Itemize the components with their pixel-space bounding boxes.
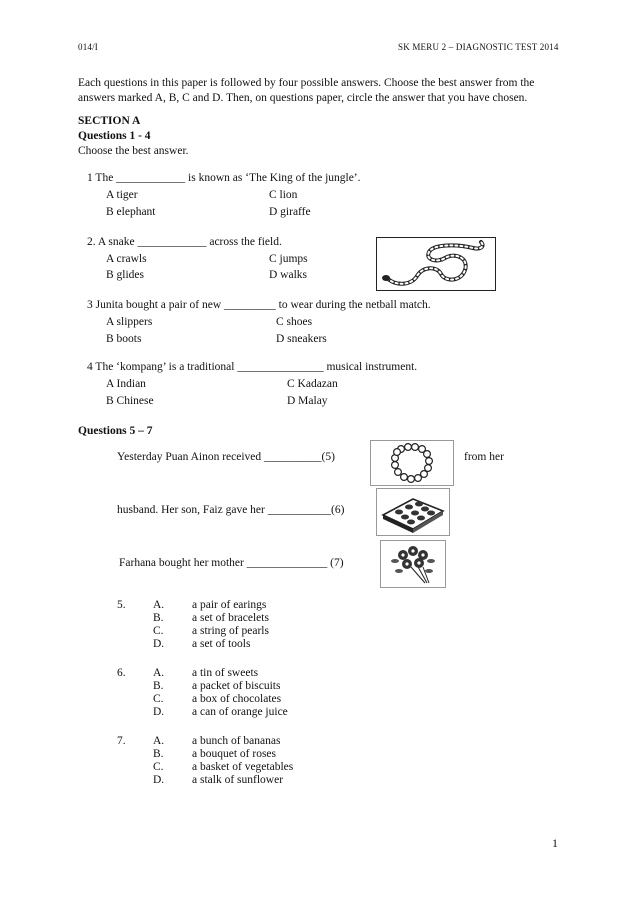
q5-letter-a[interactable]: A. — [153, 599, 165, 611]
q4-option-d[interactable]: D Malay — [287, 395, 328, 407]
q7-option-d[interactable]: a stalk of sunflower — [192, 774, 284, 786]
q2-option-a[interactable]: A crawls — [106, 253, 147, 265]
pearl-necklace-icon — [371, 441, 453, 485]
q5-option-c[interactable]: a string of pearls — [192, 625, 269, 637]
q5-option-a[interactable]: a pair of earings — [192, 599, 267, 611]
q5-option-b[interactable]: a set of bracelets — [192, 612, 269, 624]
q7-letter-a[interactable]: A. — [153, 735, 165, 747]
part2-line-2: husband. Her son, Faiz gave her ___________(6) — [117, 504, 345, 516]
snake-icon — [377, 238, 495, 290]
q2-stem: 2. A snake ____________ across the field. — [87, 236, 282, 248]
q6-letter-d[interactable]: D. — [153, 706, 165, 718]
section-direction: Choose the best answer. — [78, 145, 189, 157]
chocolate-box-picture — [376, 488, 450, 536]
section-subtitle: Questions 1 - 4 — [78, 130, 151, 142]
rose-bouquet-icon — [381, 541, 445, 587]
q6-option-a[interactable]: a tin of sweets — [192, 667, 259, 679]
q5-letter-c[interactable]: C. — [153, 625, 164, 637]
q4-option-b[interactable]: B Chinese — [106, 395, 154, 407]
q3-option-d[interactable]: D sneakers — [276, 333, 327, 345]
header-left: 014/I — [78, 42, 98, 52]
q7-option-b[interactable]: a bouquet of roses — [192, 748, 276, 760]
rose-bouquet-picture — [380, 540, 446, 588]
q1-stem: 1 The ____________ is known as ‘The King of the jungle’. — [87, 172, 361, 184]
q7-letter-d[interactable]: D. — [153, 774, 165, 786]
q5-option-d[interactable]: a set of tools — [192, 638, 251, 650]
part2-line-1-end: from her — [464, 451, 504, 463]
q6-option-c[interactable]: a box of chocolates — [192, 693, 282, 705]
q2-option-c[interactable]: C jumps — [269, 253, 308, 265]
q6-letter-a[interactable]: A. — [153, 667, 165, 679]
q6-letter-c[interactable]: C. — [153, 693, 164, 705]
part2-line-3: Farhana bought her mother ______________ (7) — [119, 557, 344, 569]
q4-option-c[interactable]: C Kadazan — [287, 378, 338, 390]
q3-option-c[interactable]: C shoes — [276, 316, 313, 328]
q1-option-b[interactable]: B elephant — [106, 206, 156, 218]
instructions-line-1: Each questions in this paper is followed by four possible answers. Choose the best answer from the — [78, 77, 535, 89]
chocolate-box-icon — [377, 489, 449, 535]
q1-option-d[interactable]: D giraffe — [269, 206, 311, 218]
pearl-necklace-picture — [370, 440, 454, 486]
q3-option-a[interactable]: A slippers — [106, 316, 153, 328]
q3-option-b[interactable]: B boots — [106, 333, 142, 345]
part2-title: Questions 5 – 7 — [78, 425, 153, 437]
section-title: SECTION A — [78, 115, 141, 127]
q5-letter-d[interactable]: D. — [153, 638, 165, 650]
q1-option-a[interactable]: A tiger — [106, 189, 138, 201]
q5-letter-b[interactable]: B. — [153, 612, 164, 624]
q6-option-b[interactable]: a packet of biscuits — [192, 680, 281, 692]
instructions-line-2: answers marked A, B, C and D. Then, on questions paper, circle the answer that you have chosen. — [78, 92, 528, 104]
q7-option-c[interactable]: a basket of vegetables — [192, 761, 294, 773]
page-number: 1 — [552, 836, 558, 850]
part2-line-1: Yesterday Puan Ainon received __________(5) — [117, 451, 335, 463]
q3-stem: 3 Junita bought a pair of new _________ to wear during the netball match. — [87, 299, 431, 311]
q7-letter-c[interactable]: C. — [153, 761, 164, 773]
q4-option-a[interactable]: A Indian — [106, 378, 146, 390]
header-right: SK MERU 2 – DIAGNOSTIC TEST 2014 — [398, 42, 559, 52]
q4-stem: 4 The ‘kompang’ is a traditional _______________ musical instrument. — [87, 361, 418, 373]
q7-number: 7. — [117, 735, 126, 747]
q6-number: 6. — [117, 667, 126, 679]
snake-picture — [376, 237, 496, 291]
q7-option-a[interactable]: a bunch of bananas — [192, 735, 281, 747]
q1-option-c[interactable]: C lion — [269, 189, 298, 201]
q2-option-d[interactable]: D walks — [269, 269, 308, 281]
q6-option-d[interactable]: a can of orange juice — [192, 706, 288, 718]
q5-number: 5. — [117, 599, 126, 611]
q2-option-b[interactable]: B glides — [106, 269, 145, 281]
q7-letter-b[interactable]: B. — [153, 748, 164, 760]
q6-letter-b[interactable]: B. — [153, 680, 164, 692]
